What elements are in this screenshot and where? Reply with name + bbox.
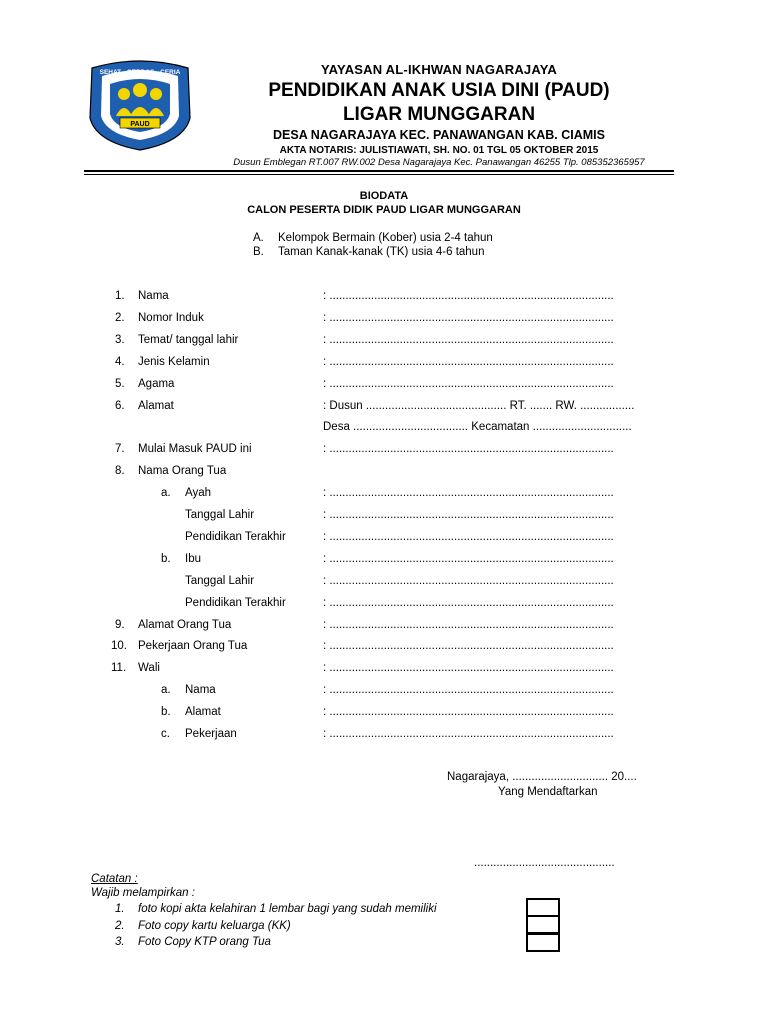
- field-number: 8.: [115, 465, 125, 477]
- school-logo: [84, 58, 196, 152]
- field-label: Pendidikan Terakhir: [185, 531, 286, 543]
- field-number: 4.: [115, 356, 125, 368]
- field-input-line[interactable]: : .........................................................................................: [323, 575, 614, 587]
- note-3-num: 3.: [115, 936, 125, 948]
- checkbox-attachment-2[interactable]: [526, 915, 560, 934]
- logo-label: PAUD: [130, 121, 150, 128]
- field-label: Alamat: [185, 706, 221, 718]
- header-rule-thick: [84, 170, 674, 172]
- school-name-line1: PENDIDIKAN ANAK USIA DINI (PAUD): [268, 80, 610, 101]
- signature-role: Yang Mendaftarkan: [498, 786, 598, 798]
- field-label: Wali: [138, 662, 160, 674]
- notary-deed: AKTA NOTARIS: JULISTIAWATI, SH. NO. 01 TGL 05 OKTOBER 2015: [279, 145, 599, 156]
- signature-line: ............................................: [474, 857, 615, 869]
- field-input-line[interactable]: : .........................................................................................: [323, 619, 614, 631]
- field-number: 11.: [111, 662, 127, 674]
- note-3-text: Foto Copy KTP orang Tua: [138, 936, 271, 948]
- subfield-letter: b.: [161, 553, 171, 565]
- field-number: 9.: [115, 619, 125, 631]
- field-input-line[interactable]: : .........................................................................................: [323, 487, 614, 499]
- subfield-letter: a.: [161, 684, 171, 696]
- field-label: Agama: [138, 378, 175, 390]
- field-number: 1.: [115, 290, 125, 302]
- field-input-line[interactable]: : .........................................................................................: [323, 706, 614, 718]
- field-label: Jenis Kelamin: [138, 356, 210, 368]
- group-a-text: Kelompok Bermain (Kober) usia 2-4 tahun: [278, 232, 493, 244]
- note-1-text: foto kopi akta kelahiran 1 lembar bagi yang sudah memiliki: [138, 903, 437, 915]
- field-label: Temat/ tanggal lahir: [138, 334, 239, 346]
- field-label: Mulai Masuk PAUD ini: [138, 443, 252, 455]
- note-2-text: Foto copy kartu keluarga (KK): [138, 920, 291, 932]
- header-rule-thin: [84, 174, 674, 175]
- field-label: Pekerjaan Orang Tua: [138, 640, 248, 652]
- note-1-num: 1.: [115, 903, 125, 915]
- field-input-line[interactable]: Desa .................................... Kecamatan ...............................: [323, 421, 632, 433]
- field-number: 3.: [115, 334, 125, 346]
- field-input-line[interactable]: : .........................................................................................: [323, 597, 614, 609]
- group-a-letter: A.: [253, 232, 264, 244]
- field-label: Ayah: [185, 487, 212, 499]
- notes-title: Catatan :: [91, 873, 138, 885]
- field-label: Tanggal Lahir: [185, 509, 255, 521]
- field-input-line[interactable]: : .........................................................................................: [323, 443, 614, 455]
- field-input-line[interactable]: : .........................................................................................: [323, 531, 614, 543]
- field-number: 5.: [115, 378, 125, 390]
- group-b-letter: B.: [253, 246, 264, 258]
- field-input-line[interactable]: : .........................................................................................: [323, 290, 614, 302]
- field-label: Nama: [185, 684, 216, 696]
- field-label: Nomor Induk: [138, 312, 204, 324]
- field-input-line[interactable]: : .........................................................................................: [323, 356, 614, 368]
- field-label: Pendidikan Terakhir: [185, 597, 286, 609]
- field-number: 2.: [115, 312, 125, 324]
- subfield-letter: b.: [161, 706, 171, 718]
- field-number: 6.: [115, 400, 125, 412]
- field-label: Nama Orang Tua: [138, 465, 227, 477]
- field-label: Pekerjaan: [185, 728, 237, 740]
- field-input-line[interactable]: : .........................................................................................: [323, 728, 614, 740]
- school-location: DESA NAGARAJAYA KEC. PANAWANGAN KAB. CIAMIS: [273, 128, 605, 142]
- school-address: Dusun Emblegan RT.007 RW.002 Desa Nagarajaya Kec. Panawangan 46255 Tlp. 085352365957: [233, 157, 645, 168]
- field-input-line[interactable]: : .........................................................................................: [323, 509, 614, 521]
- field-input-line[interactable]: : .........................................................................................: [323, 662, 614, 674]
- field-label: Tanggal Lahir: [185, 575, 255, 587]
- field-label: Nama: [138, 290, 169, 302]
- field-number: 7.: [115, 443, 125, 455]
- field-input-line[interactable]: : .........................................................................................: [323, 640, 614, 652]
- group-b-text: Taman Kanak-kanak (TK) usia 4-6 tahun: [278, 246, 485, 258]
- subfield-letter: c.: [161, 728, 170, 740]
- signature-place-date: Nagarajaya, .............................. 20....: [447, 771, 637, 783]
- field-input-line[interactable]: : .........................................................................................: [323, 378, 614, 390]
- subfield-letter: a.: [161, 487, 171, 499]
- field-input-line[interactable]: : .........................................................................................: [323, 553, 614, 565]
- field-label: Alamat Orang Tua: [138, 619, 232, 631]
- doc-title: BIODATA: [359, 190, 409, 202]
- logo-ring-text: SEHAT · CERDAS · CERIA: [99, 69, 181, 76]
- note-2-num: 2.: [115, 920, 125, 932]
- checkbox-attachment-3[interactable]: [526, 933, 560, 952]
- field-number: 10.: [111, 640, 127, 652]
- field-label: Alamat: [138, 400, 174, 412]
- school-name-line2: LIGAR MUNGGARAN: [342, 104, 536, 125]
- notes-intro: Wajib melampirkan :: [91, 887, 195, 899]
- doc-subtitle: CALON PESERTA DIDIK PAUD LIGAR MUNGGARAN: [247, 204, 521, 216]
- field-input-line[interactable]: : .........................................................................................: [323, 684, 614, 696]
- field-input-line[interactable]: : .........................................................................................: [323, 334, 614, 346]
- foundation-name: YAYASAN AL-IKHWAN NAGARAJAYA: [320, 62, 558, 77]
- field-input-line[interactable]: : Dusun ............................................ RT. ....... RW. .................: [323, 400, 635, 412]
- field-input-line[interactable]: : .........................................................................................: [323, 312, 614, 324]
- field-label: Ibu: [185, 553, 201, 565]
